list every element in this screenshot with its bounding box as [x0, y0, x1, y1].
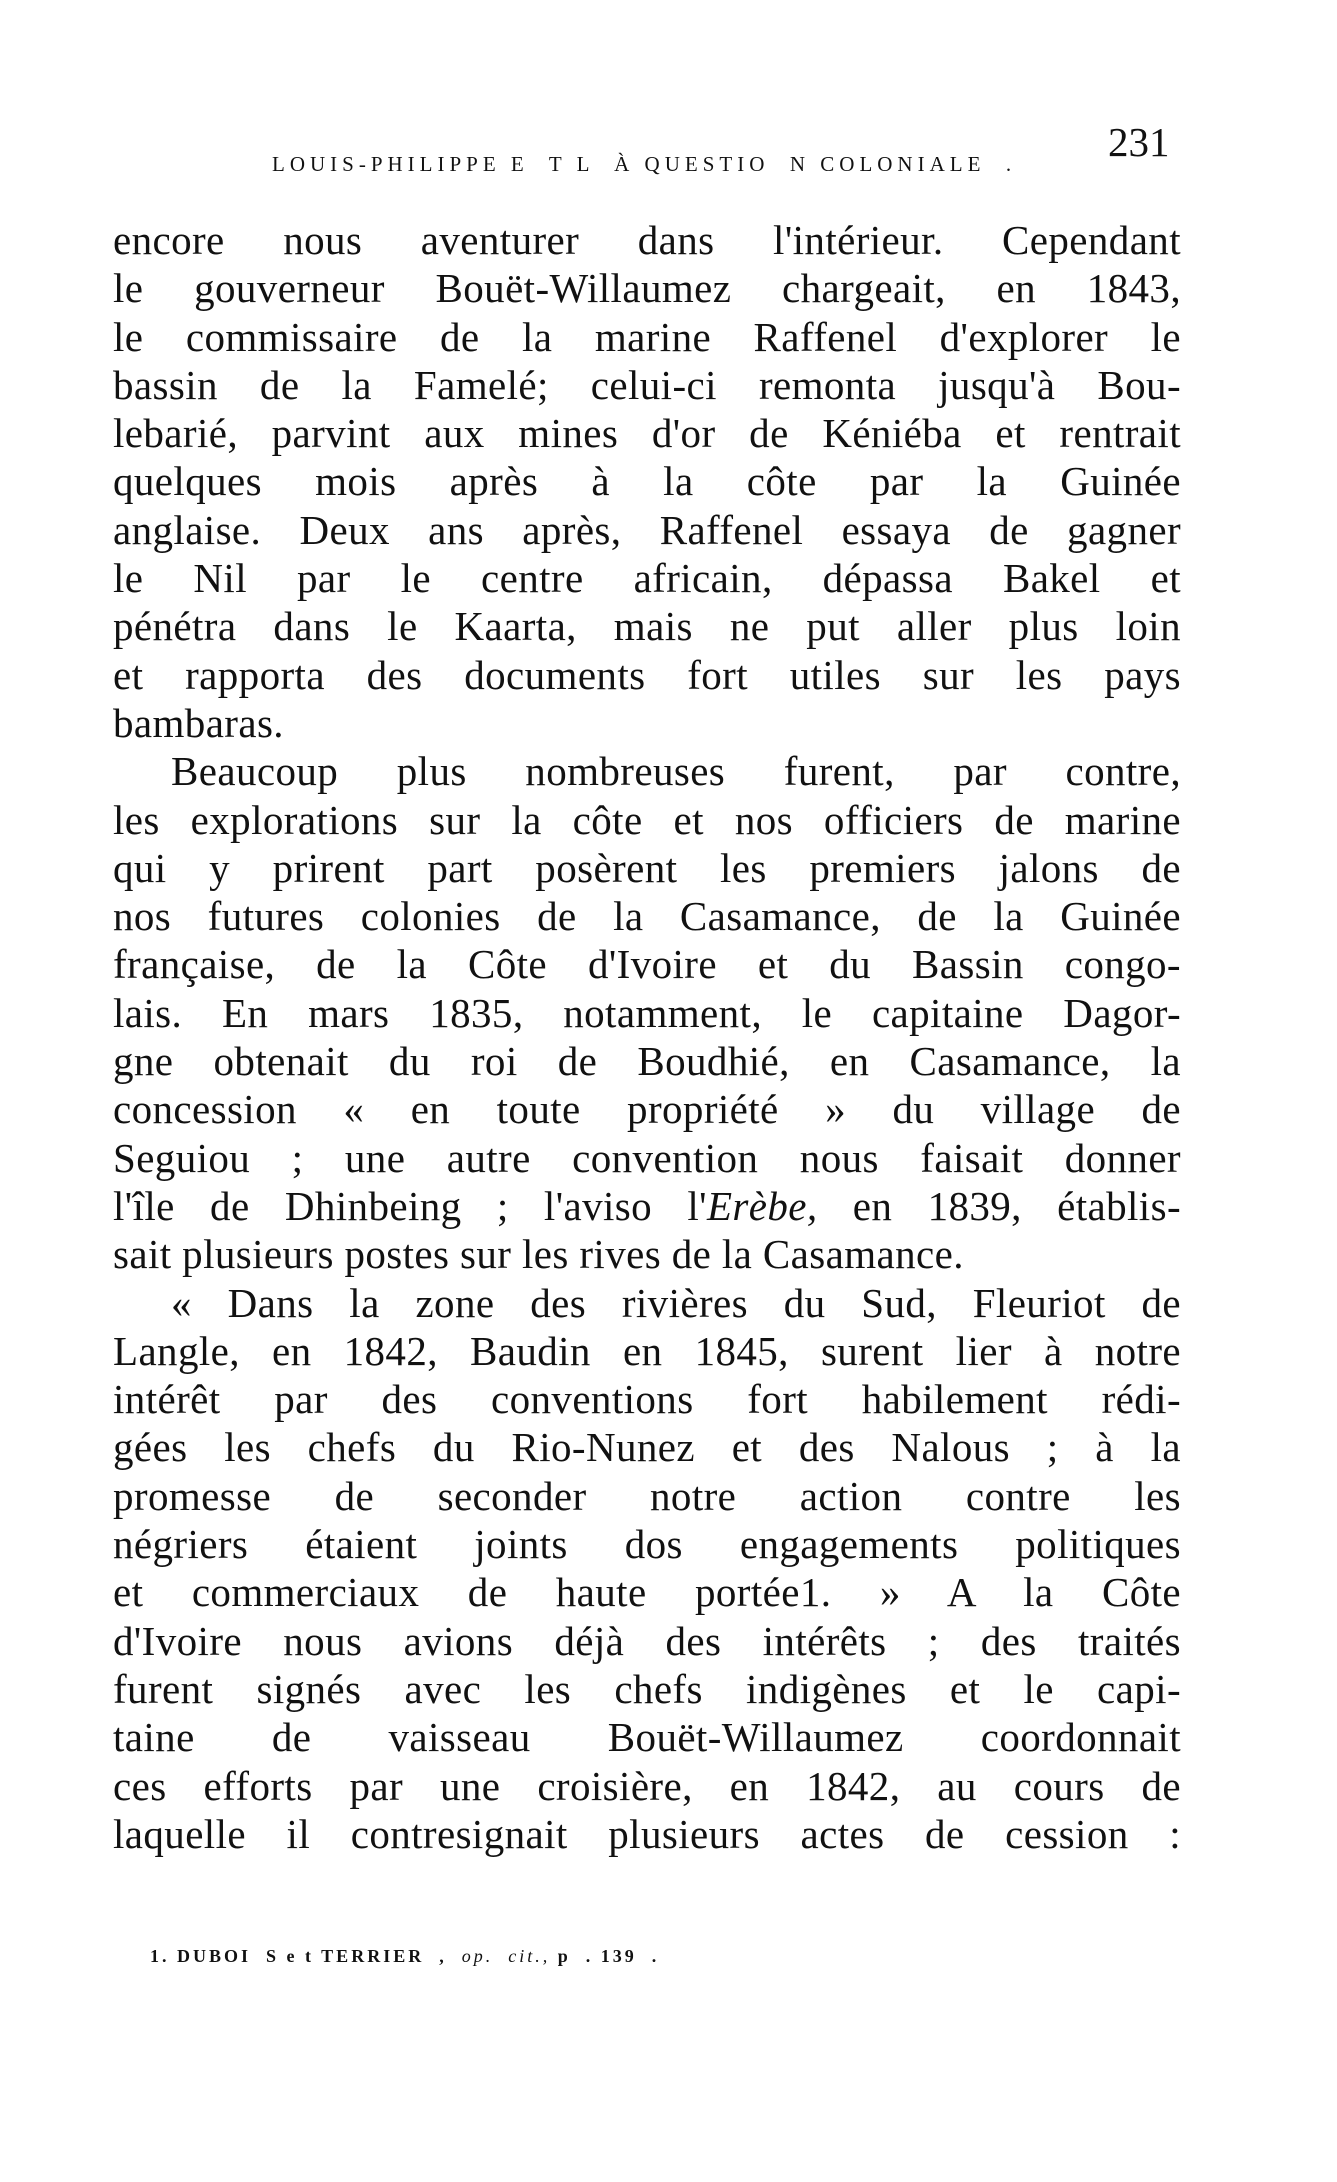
text-line: les explorations sur la côte et nos officiers de marine	[113, 796, 1181, 843]
text-line: gne obtenait du roi de Boudhié, en Casamance, la	[113, 1038, 1181, 1085]
text-line: taine de vaisseau Bouët-Willaumez coordonnait	[113, 1714, 1181, 1761]
text-line: Seguiou ; une autre convention nous faisait donner	[113, 1134, 1181, 1181]
footnote-author: 1. DUBOI S e t TERRIER ,	[150, 1946, 462, 1966]
text-line: bambaras.	[113, 699, 284, 746]
text-line: sait plusieurs postes sur les rives de la Casamance.	[113, 1231, 964, 1278]
footnote-op: op.	[461, 1946, 494, 1966]
text-line: négriers étaient joints dos engagements politiques	[113, 1521, 1181, 1568]
running-title: LOUIS-PHILIPPE E T L À QUESTIO N COLONIALE .	[272, 152, 1017, 176]
text-line: ces efforts par une croisière, en 1842, au cours de	[113, 1762, 1181, 1809]
text-line: d'Ivoire nous avions déjà des intérêts ; des traités	[113, 1617, 1181, 1664]
text-line: nos futures colonies de la Casamance, de la Guinée	[113, 893, 1181, 940]
text-line: furent signés avec les chefs indigènes et le capi-	[113, 1665, 1181, 1712]
footnote-page: p . 139 .	[550, 1946, 660, 1966]
text-line: qui y prirent part posèrent les premiers jalons de	[113, 844, 1181, 891]
text-line: le commissaire de la marine Raffenel d'explorer le	[113, 313, 1181, 360]
text-line: lais. En mars 1835, notamment, le capitaine Dagor-	[113, 989, 1181, 1036]
text-line: quelques mois après à la côte par la Guinée	[113, 458, 1181, 505]
page-number: 231	[1108, 119, 1170, 165]
text-line: intérêt par des conventions fort habilement rédi-	[113, 1376, 1181, 1423]
text-line: le gouverneur Bouët-Willaumez chargeait, en 1843,	[113, 265, 1181, 312]
text-line: Langle, en 1842, Baudin en 1845, surent lier à notre	[113, 1327, 1181, 1374]
footnote	[150, 1946, 659, 1967]
text-line: et rapporta des documents fort utiles sur les pays	[113, 651, 1181, 698]
text-line: lebarié, parvint aux mines d'or de Kéniéba et rentrait	[113, 410, 1181, 457]
text-line: le Nil par le centre africain, dépassa Bakel et	[113, 555, 1181, 602]
text-line: pénétra dans le Kaarta, mais ne put aller plus loin	[113, 603, 1181, 650]
text-line: promesse de seconder notre action contre les	[113, 1472, 1181, 1519]
text-line: gées les chefs du Rio-Nunez et des Nalous ; à la	[113, 1424, 1181, 1471]
text-line: et commerciaux de haute portée1. » A la Côte	[113, 1569, 1181, 1616]
body-text	[113, 216, 1181, 1858]
text-line: « Dans la zone des rivières du Sud, Fleuriot de	[171, 1279, 1181, 1326]
ship-name: Erèbe,	[706, 1182, 818, 1229]
text-line: concession « en toute propriété » du village de	[113, 1086, 1181, 1133]
line-segment: l'île de Dhinbeing ; l'aviso l'	[113, 1182, 707, 1229]
text-line: anglaise. Deux ans après, Raffenel essaya de gagner	[113, 506, 1181, 553]
text-line: Beaucoup plus nombreuses furent, par contre,	[171, 748, 1181, 795]
text-line: française, de la Côte d'Ivoire et du Bassin congo-	[113, 941, 1181, 988]
text-line: laquelle il contresignait plusieurs actes de cession :	[113, 1810, 1181, 1857]
footnote-cit: cit.,	[493, 1946, 551, 1966]
text-line: bassin de la Famelé; celui-ci remonta jusqu'à Bou-	[113, 361, 1181, 408]
text-line: encore nous aventurer dans l'intérieur. Cependant	[113, 217, 1181, 263]
text-line	[113, 1182, 1181, 1230]
line-segment: en 1839, établis-	[817, 1182, 1182, 1229]
